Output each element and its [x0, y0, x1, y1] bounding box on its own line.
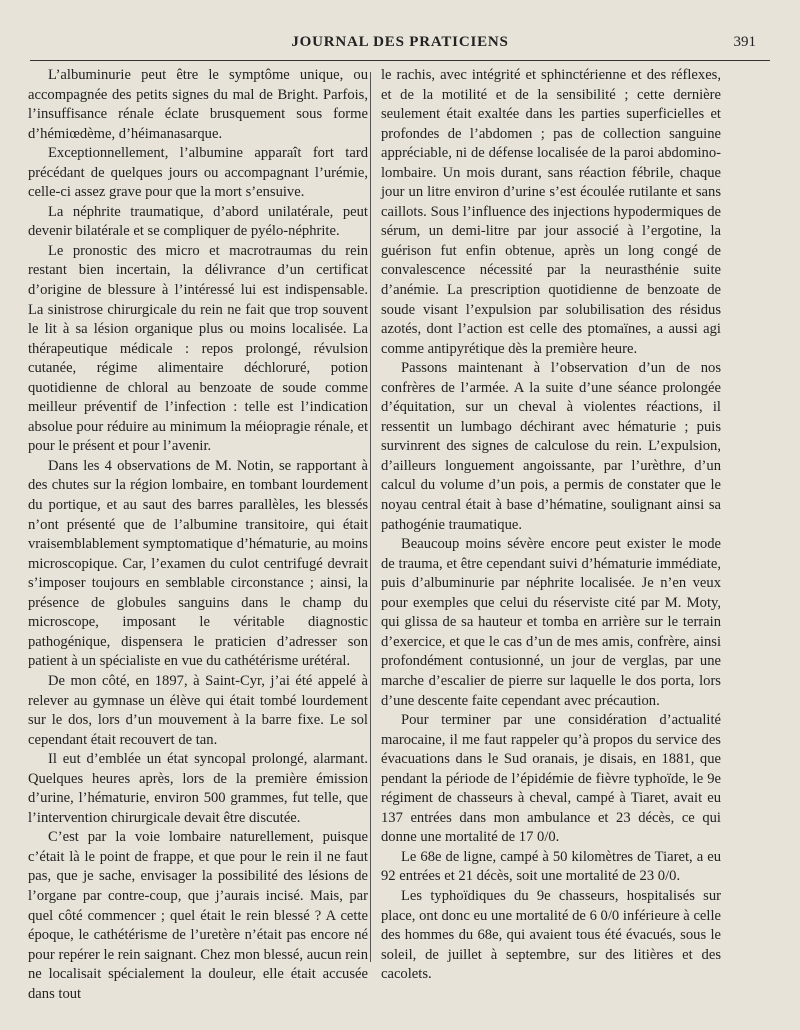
- right-column: [381, 66, 721, 985]
- paragraph-continued: le rachis, avec intégrité et sphinctérienne et des réflexes, et de la motilité et de la sensibilité ; cette dernière seulement était exaltée dans les parties superficielles et profondes de l’abdomen ; pas de collection sanguine appréciable, ni de défense localisée de la paroi abdomino-lombaire. Un mois durant, sans réaction fébrile, chaque jour un litre environ d’urine s’est écoulée rutilante et sans caillots. Sous l’influence des injections hypodermiques de sérum, un demi-litre par jour associé à l’ergotine, la guérison fut enfin obtenue, après un long congé de convalescence nécessité par la neurasthénie suite d’anémie. La prescription quotidienne de benzoate de soude visant l’expulsion par solubilisation des résidus azotés, dont l’action est celle des ptomaïnes, a aussi agi comme antipyrétique dès la première heure.: [381, 67, 721, 357]
- paragraph: Pour terminer par une considération d’actualité marocaine, il me faut rappeler qu’à propos du service des évacuations dans le Sud oranais, je disais, en 1881, que pendant la période de l’épidémie de fièvre typhoïde, le 9e régiment de chasseurs à cheval, campé à Tiaret, avait eu 137 entrées dans mon ambulance et 23 décès, ce qui donne une mortalité de 17 0/0.: [381, 712, 721, 846]
- paragraph: Le pronostic des micro et macrotraumas du rein restant bien incertain, la délivrance d’un certificat d’origine de blessure à l’intéressé lui est indispensable. La sinistrose chirurgicale du rein ne fait que trop souvent le lit à sa lésion organique plus ou moins localisée. La thérapeutique médicale : repos prolongé, révulsion cutanée, régime alimentaire déchloruré, potion quotidienne de chloral au benzoate de soude comme meilleur préventif de l’infection : telle est l’indication absolue pour réduire au minimum la méiopragie rénale, et pour le présent et pour l’avenir.: [28, 242, 368, 455]
- paragraph: Il eut d’emblée un état syncopal prolongé, alarmant. Quelques heures après, lors de la première émission d’urine, l’hématurie, environ 500 grammes, fut telle, que l’intervention chirurgicale devait être discutée.: [28, 751, 368, 826]
- journal-title: JOURNAL DES PRATICIENS: [291, 34, 509, 50]
- paragraph: La néphrite traumatique, d’abord unilatérale, peut devenir bilatérale et se compliquer de pyélo-néphrite.: [28, 203, 368, 240]
- left-column: [28, 66, 368, 1004]
- paragraph: Dans les 4 observations de M. Notin, se rapportant à des chutes sur la région lombaire, en tombant lourdement du portique, et au saut des barres parallèles, les blessés n’ont présenté que de l’albumine transitoire, qui était vraisemblablement symptomatique d’hématurie, au moins microscopique. Car, l’examen du culot centrifugé devrait s’imposer toujours en semblable circonstance ; ainsi, la présence de globules sanguins dans le champ du microscope, imposant le véritable diagnostic pathogénique, dispensera le praticien d’adresser son patient à un spécialiste en vue du cathétérisme urétéral.: [28, 457, 368, 670]
- running-header: [30, 30, 770, 61]
- column-divider: [370, 72, 371, 962]
- paragraph: De mon côté, en 1897, à Saint-Cyr, j’ai été appelé à relever au gymnase un élève qui était tombé lourdement sur le dos, lors d’un mouvement à la barre fixe. Le sol cependant était recouvert de tan.: [28, 672, 368, 748]
- paragraph: Les typhoïdiques du 9e chasseurs, hospitalisés sur place, ont donc eu une mortalité de 6 0/0 inférieure à celle des hommes du 68e, qui avaient tous été évacués, sous le soleil, de juillet à septembre, sur des litières et des cacolets.: [381, 887, 721, 983]
- paragraph: Exceptionnellement, l’albumine apparaît fort tard précédant de quelques jours ou accompagnant l’urémie, celle-ci assez grave pour que la mort s’ensuive.: [28, 145, 368, 201]
- page-number: 391: [733, 34, 756, 50]
- paragraph: Passons maintenant à l’observation d’un de nos confrères de l’armée. A la suite d’une séance prolongée d’équitation, sur un cheval à violentes réactions, il ressentit un lumbago déchirant avec hématurie ; puis survinrent des signes de calculose du rein. L’expulsion, d’ailleurs longuement angoissante, par l’urèthre, d’un calcul du volume d’un pois, a permis de constater que le noyau central était à base d’hématine, soulignant ainsi sa pathogénie traumatique.: [381, 360, 721, 533]
- paragraph: L’albuminurie peut être le symptôme unique, ou accompagnée des petits signes du mal de Bright. Parfois, l’insuffisance rénale éclate brusquement sous forme d’hémiœdème, d’héimanasarque.: [28, 67, 368, 142]
- paragraph: C’est par la voie lombaire naturellement, puisque c’était là le point de frappe, et que pour le rein il ne faut pas, que je sache, envisager la possibilité des lésions de l’organe par contre-coup, que j’aurais incisé. Mais, par quel côté commencer ; quel était le rein blessé ? A cette époque, le cathétérisme de l’uretère n’était pas encore né pour repérer le rein saignant. Chez mon blessé, aucun rein ne localisait spécialement la douleur, elle était accusée dans tout: [28, 829, 368, 1002]
- paragraph: Le 68e de ligne, campé à 50 kilomètres de Tiaret, a eu 92 entrées et 21 décès, soit une mortalité de 23 0/0.: [381, 848, 721, 885]
- paragraph: Beaucoup moins sévère encore peut exister le mode de trauma, et être cependant suivi d’hématurie immédiate, puis d’albuminurie par néphrite localisée. Je n’en veux pour exemples que celui du réserviste cité par M. Moty, qui glissa de sa hauteur et tomba en arrière sur le terrain d’exercice, et que le cas d’un de mes amis, confrère, ainsi profondément contusionné, un jour de verglas, par une marche d’escalier de pierre sur laquelle le dos porta, lors d’une descente faite cependant avec précaution.: [381, 536, 721, 709]
